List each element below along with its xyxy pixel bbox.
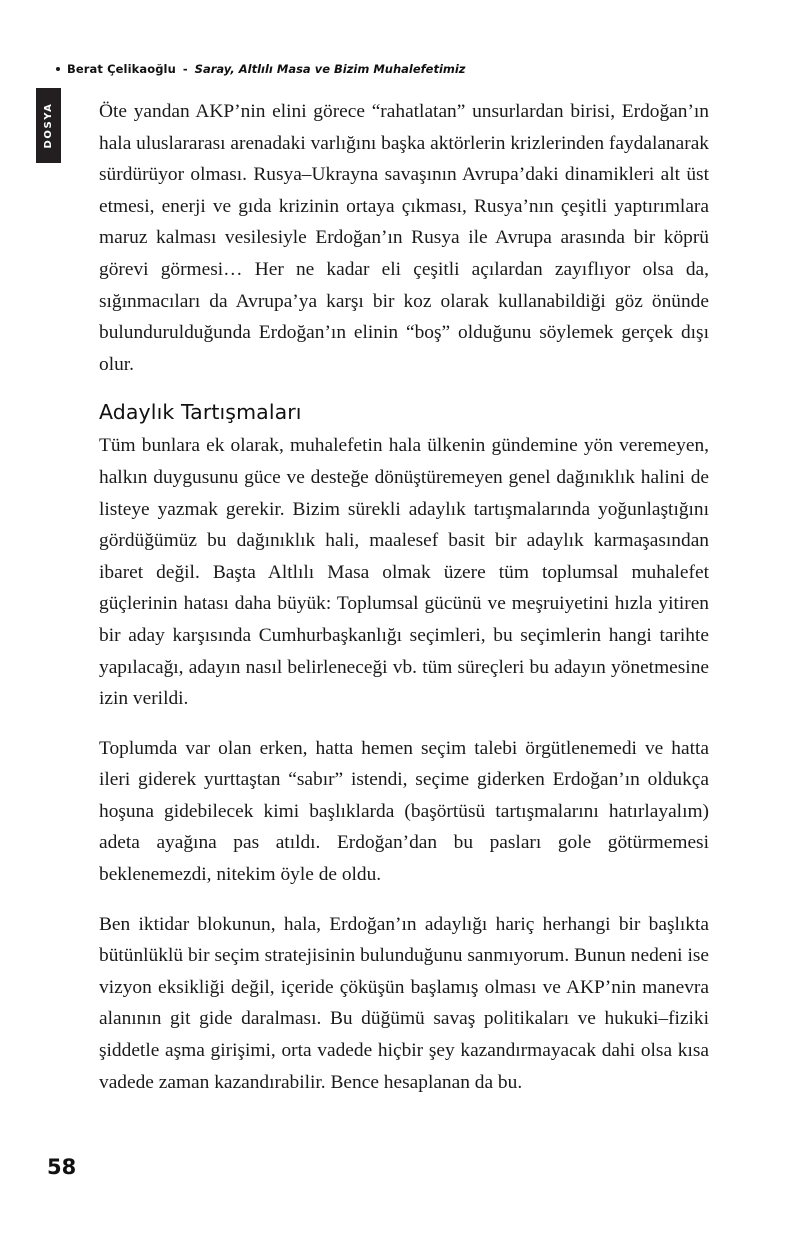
header-title: Saray, Altlılı Masa ve Bizim Muhalefetimiz <box>194 62 466 76</box>
section-tab <box>36 88 61 163</box>
paragraph-3: Toplumda var olan erken, hatta hemen seçim talebi örgütlenemedi ve hatta ileri giderek yurttaştan “sabır” istendi, seçime giderken Erdoğan’ın oldukça hoşuna gidebilecek kimi başlıklarda (başörtüsü tartışmalarını hatırlayalım) adeta ayağına pas atıldı. Erdoğan’dan bu pasları gole götürmemesi beklenemezdi, nitekim öyle de oldu. <box>99 737 709 886</box>
paragraph-1: Öte yandan AKP’nin elini görece “rahatlatan” unsurlardan birisi, Erdoğan’ın hala uluslararası arenadaki varlığını başka aktörlerin krizlerinden faydalanarak sürdürüyor olması. Rusya–Ukrayna savaşının Avrupa’daki dinamikleri alt üst etmesi, enerji ve gıda krizinin ortaya çıkması, Rusya’nın çeşitli yaptırımlara maruz kalması vesilesiyle Erdoğan’ın Rusya ile Avrupa arasında bir köprü görevi görmesi… Her ne kadar eli çeşitli açılardan zayıflıyor olsa da, sığınmacıları da Avrupa’ya karşı bir koz olarak kullanabildiği göz önünde bulundurulduğunda Erdoğan’ın elinin “boş” olduğunu söylemek gerçek dışı olur. <box>99 101 709 375</box>
paragraph-2: Tüm bunlara ek olarak, muhalefetin hala ülkenin gündemine yön veremeyen, halkın duygusunu güce ve desteğe dönüştüremeyen genel dağınıklık halini de listeye yazmak gerekir. Bizim sürekli adaylık tartışmalarında yoğunlaştığını gördüğümüz bu dağınıklık hali, maalesef basit bir adaylık karmaşasından ibaret değil. Başta Altlılı Masa olmak üzere tüm toplumsal muhalefet güçlerinin hatası daha büyük: Toplumsal gücünü ve meşruiyetini hızla yitiren bir aday karşısında Cumhurbaşkanlığı seçimleri, bu seçimlerin hangi tarihte yapılacağı, adayın nasıl belirleneceği vb. tüm süreçleri bu adayın yönetmesine izin verildi. <box>99 435 709 710</box>
header-author: Berat Çelikaoğlu <box>67 62 176 76</box>
bullet-icon <box>56 67 60 71</box>
running-header <box>56 62 466 76</box>
section-tab-label: DOSYA <box>43 102 54 149</box>
page-number: 58 <box>47 1155 77 1179</box>
section-heading: Adaylık Tartışmaları <box>99 400 302 425</box>
text-column <box>99 96 709 1098</box>
paragraph-4: Ben iktidar blokunun, hala, Erdoğan’ın adaylığı hariç herhangi bir başlıkta bütünlüklü bir seçim stratejisinin bulunduğunu sanmıyorum. Bunun nedeni ise vizyon eksikliği değil, içeride çöküşün başlamış olması ve AKP’nin manevra alanının git gide daralması. Bu düğümü savaş politikaları ve hukuki–fiziki şiddetle aşma girişimi, orta vadede hiçbir şey kazandırmayacak dahi olsa kısa vadede zaman kazandırabilir. Bence hesaplanan da bu. <box>99 913 709 1093</box>
header-separator: - <box>182 62 188 76</box>
